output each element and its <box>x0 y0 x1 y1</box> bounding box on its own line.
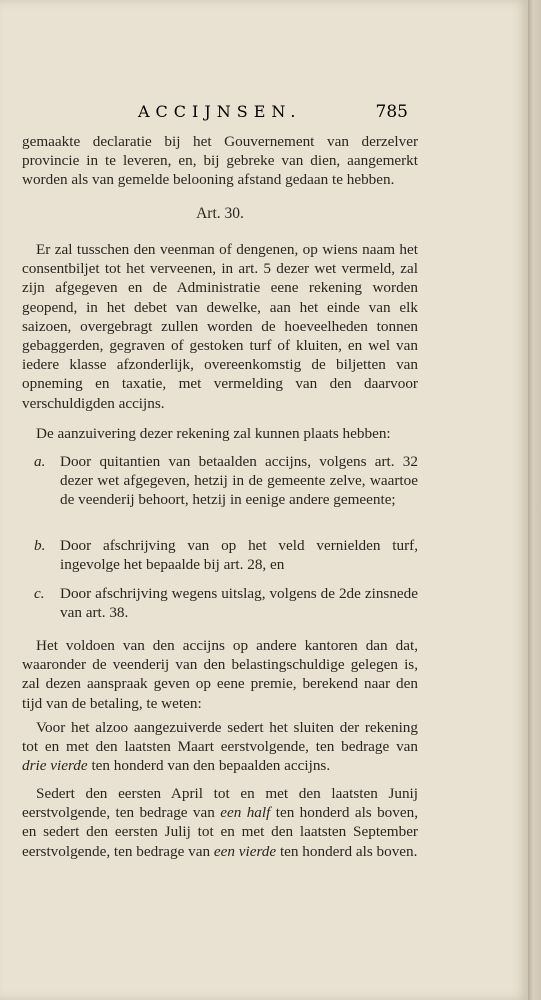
page-header <box>138 102 408 126</box>
premium-rate-paragraph <box>22 718 418 776</box>
settlement-intro: De aanzuivering dezer rekening zal kunnen plaats hebben: <box>36 425 391 442</box>
list-marker: a. <box>34 453 46 470</box>
emphasis-text: een half <box>220 804 271 822</box>
text-run: Sedert den eersten April tot en met den laatsten Junij eerstvolgende, ten bedrage van <box>22 785 418 822</box>
premium-period-paragraph <box>22 784 418 861</box>
list-item-text: Door quitantien van betaalden accijns, volgens art. 32 dezer wet afgegeven, hetzij in de gemeente zelve, waartoe de veenderij behoort, hetzij in eenige andere gemeente; <box>60 453 418 509</box>
emphasis-text: drie vierde <box>22 757 88 775</box>
list-item-text: Door afschrijving van op het veld vernielden turf, ingevolge het bepaalde bij art. 28, en <box>60 537 418 574</box>
text-run: Voor het alzoo aangezuiverde sedert het sluiten der rekening tot en met den laatsten Maart eerstvolgende, ten bedrage van <box>22 719 418 756</box>
text-run: ten honderd van den bepaalden accijns. <box>87 757 331 775</box>
list-marker: b. <box>34 537 46 554</box>
article-heading: Art. 30. <box>196 205 244 222</box>
page-edge <box>528 0 541 1000</box>
list-item-c <box>34 584 418 622</box>
page-number: 785 <box>375 102 408 122</box>
list-item-b <box>34 536 418 574</box>
article-paragraph: Er zal tusschen den veenman of dengenen, op wiens naam het consentbiljet tot het verveenen, in art. 5 dezer wet vermeld, zal zijn afgegeven en de Administratie eene rekening worden geopend, in het debet van dewelke, aan het einde van elk saizoen, overgebragt zullen worden de hoeveelheden tonnen gebaggerden, gegraven of gestoken turf of kluiten, en wel van iedere klasse afzonderlijk, overeenkomstig de biljetten van opneming en taxatie, met vermelding van den daarvoor verschuldigden accijns. <box>22 241 418 412</box>
running-title: ACCIJNSEN. <box>138 102 302 121</box>
list-item-a <box>34 452 418 510</box>
premium-paragraph: Het voldoen van den accijns op andere kantoren dan dat, waaronder de veenderij van den belastingschuldige gelegen is, zal dezen aanspraak geven op eene premie, berekend naar den tijd van de betaling, te weten: <box>22 637 418 712</box>
continuation-paragraph: gemaakte declaratie bij het Gouvernement van derzelver provincie in te leveren, en, bij gebreke van dien, aangemerkt worden als van gemelde belooning afstand gedaan te hebben. <box>22 133 418 189</box>
text-run: ten honderd als boven, en sedert den eersten Julij tot en met den laatsten September eerstvolgende, ten bedrage van <box>22 804 419 860</box>
text-run: ten honderd als boven. <box>276 842 418 860</box>
list-marker: c. <box>34 585 45 602</box>
emphasis-text: een vierde <box>213 842 277 860</box>
list-item-text: Door afschrijving wegens uitslag, volgens de 2de zinsnede van art. 38. <box>60 585 418 622</box>
